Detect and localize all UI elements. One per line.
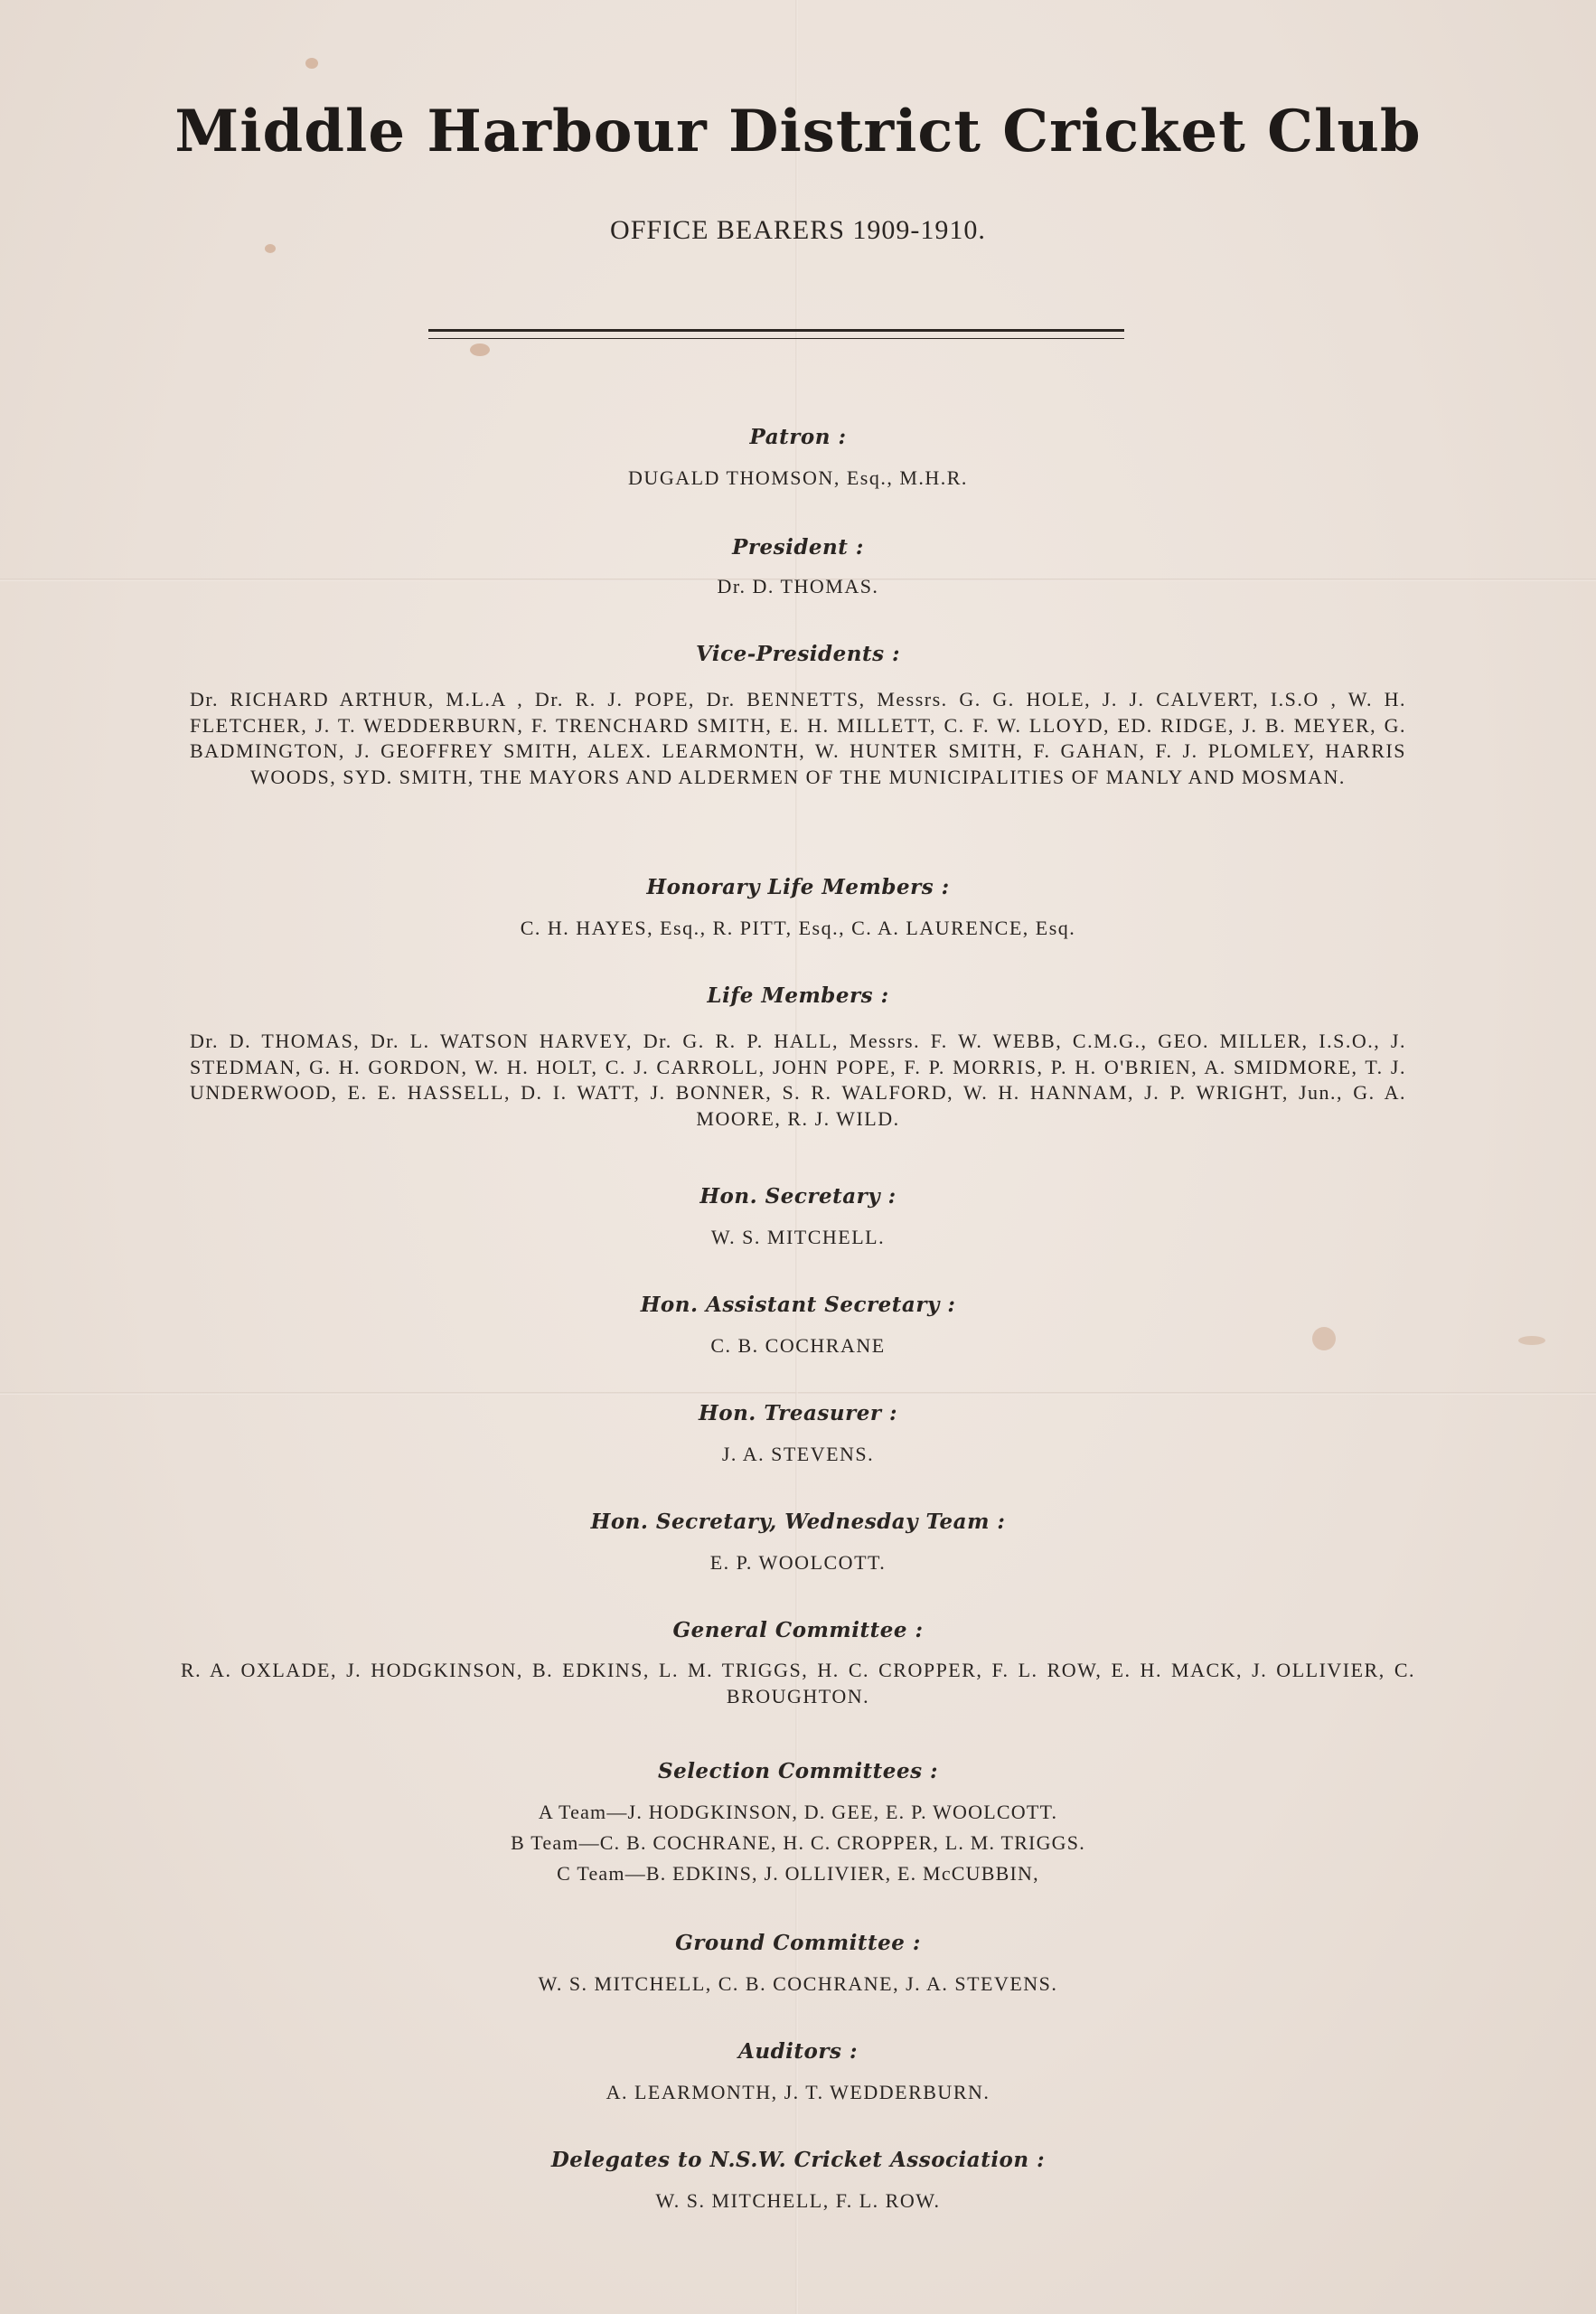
life-members-names: Dr. D. THOMAS, Dr. L. WATSON HARVEY, Dr. G. R. P. HALL, Messrs. F. W. WEBB, C.M.G., GEO. MILLER, I.S.O., J. STEDMAN, G. H. GORDON, W. H. HOLT, C. J. CARROLL, JOHN POPE, F. P. MORRIS, P. H. O'BRIEN, A. SMIDMORE, T. J. UNDERWOOD, E. E. HASSELL, D. I. WATT, J. BONNER, S. R. WALFORD, W. H. HANNAM, J. P. WRIGHT, Jun., G. A. MOORE, R. J. WILD. (190, 1030, 1406, 1130)
selection-committees-heading: Selection Committees : (657, 1759, 939, 1783)
stain-spot (305, 58, 318, 69)
honorary-life-names: C. H. HAYES, Esq., R. PITT, Esq., C. A. LAURENCE, Esq. (520, 917, 1076, 939)
auditors-heading: Auditors : (738, 2039, 858, 2064)
honorary-life-heading: Honorary Life Members : (646, 875, 950, 899)
wednesday-secretary-names: E. P. WOOLCOTT. (709, 1551, 887, 1574)
delegates-names: W. S. MITCHELL, F. L. ROW. (655, 2189, 941, 2212)
divider-rule (428, 338, 1124, 339)
team-names: —J. HODGKINSON, D. GEE, E. P. WOOLCOTT. (606, 1801, 1058, 1823)
ground-committee-heading: Ground Committee : (675, 1931, 921, 1955)
fold-line (795, 0, 798, 2314)
divider-rule (428, 329, 1124, 332)
general-committee-heading: General Committee : (672, 1618, 924, 1642)
patron-heading: Patron : (749, 425, 847, 449)
president-names: Dr. D. THOMAS. (717, 575, 879, 597)
fold-line (0, 1392, 1596, 1395)
team-label: C Team (557, 1862, 625, 1885)
vice-presidents-names: Dr. RICHARD ARTHUR, M.L.A , Dr. R. J. POPE, Dr. BENNETTS, Messrs. G. G. HOLE, J. J. CALVERT, I.S.O , W. H. FLETCHER, J. T. WEDDERBURN, F. TRENCHARD SMITH, E. H. MILLETT, C. F. W. LLOYD, ED. RIDGE, J. B. MEYER, G. BADMINGTON, J. GEOFFREY SMITH, ALEX. LEARMONTH, W. HUNTER SMITH, F. GAHAN, F. J. PLOMLEY, HARRIS WOODS, SYD. SMITH, THE MAYORS AND ALDERMEN OF THE MUNICIPALITIES OF MANLY AND MOSMAN. (190, 688, 1406, 788)
team-names: —B. EDKINS, J. OLLIVIER, E. McCUBBIN, (624, 1862, 1039, 1885)
delegates-heading: Delegates to N.S.W. Cricket Association : (550, 2148, 1046, 2172)
team-names: —C. B. COCHRANE, H. C. CROPPER, L. M. TRIGGS. (578, 1831, 1085, 1854)
selection-team-row (0, 1862, 1596, 1886)
club-title: Middle Harbour District Cricket Club (174, 98, 1422, 165)
selection-team-row (0, 1801, 1596, 1824)
hon-assistant-secretary-names: C. B. COCHRANE (710, 1334, 886, 1357)
hon-treasurer-names: J. A. STEVENS. (721, 1443, 875, 1465)
selection-team-row (0, 1831, 1596, 1855)
hon-treasurer-heading: Hon. Treasurer : (699, 1401, 897, 1425)
hon-assistant-secretary-heading: Hon. Assistant Secretary : (640, 1293, 956, 1317)
ground-committee-names: W. S. MITCHELL, C. B. COCHRANE, J. A. STEVENS. (538, 1972, 1058, 1995)
stain-spot (470, 343, 490, 356)
wednesday-secretary-heading: Hon. Secretary, Wednesday Team : (590, 1510, 1006, 1534)
patron-names: DUGALD THOMSON, Esq., M.H.R. (628, 466, 968, 489)
general-committee-names: R. A. OXLADE, J. HODGKINSON, B. EDKINS, L. M. TRIGGS, H. C. CROPPER, F. L. ROW, E. H. MACK, J. OLLIVIER, C. BROUGHTON. (181, 1659, 1415, 1707)
president-heading: President : (732, 535, 864, 560)
hon-secretary-heading: Hon. Secretary : (699, 1184, 897, 1209)
office-bearers-subtitle: OFFICE BEARERS 1909-1910. (610, 215, 986, 245)
team-label: A Team (538, 1801, 607, 1823)
team-label: B Team (511, 1831, 579, 1854)
hon-secretary-names: W. S. MITCHELL. (710, 1226, 886, 1248)
auditors-names: A. LEARMONTH, J. T. WEDDERBURN. (606, 2081, 990, 2103)
life-members-heading: Life Members : (707, 983, 889, 1008)
vice-presidents-heading: Vice-Presidents : (695, 642, 901, 666)
